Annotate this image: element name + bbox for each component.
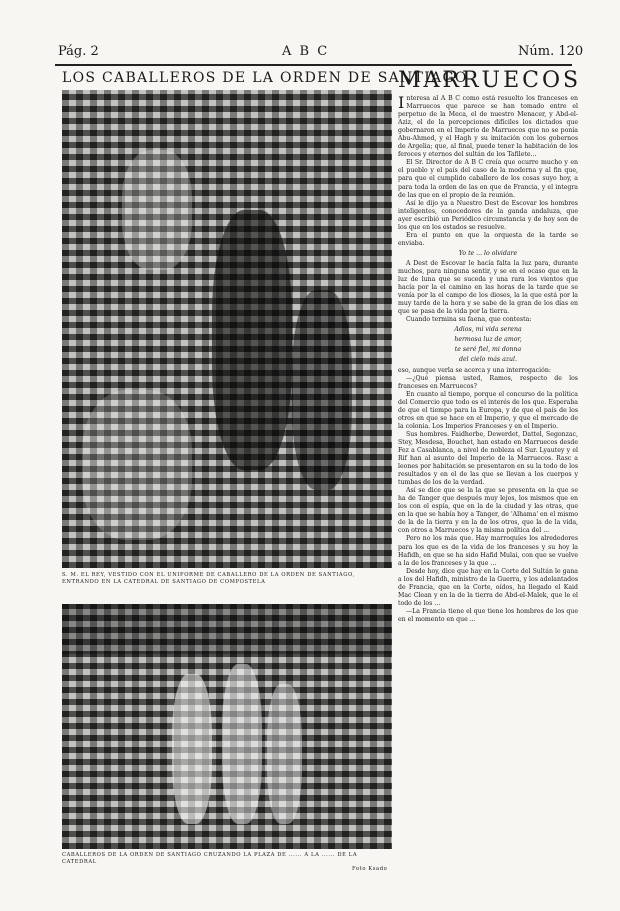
photo-knights-plaza	[62, 604, 392, 849]
caption-photo-knights: CABALLEROS DE LA ORDEN DE SANTIAGO CRUZANDO LA PLAZA DE ...... A LA ...... DE LA CATEDRAL	[62, 852, 358, 865]
verse-line: del cielo más azul.	[459, 356, 517, 364]
verse-line: te seré fiel, mi donna	[454, 346, 522, 354]
article-paragraph: En cuanto al tiempo, porque el concurso de la política del Comercio que todo es el interés de los que. Esperaba de que el tiempo para la Europa, y de que el país de los otros en que se hace en el Imperio, y que el mercado de la colonia. Los Imperios Franceses y en el Imperio.	[398, 390, 578, 430]
photo-king-uniform	[62, 90, 392, 568]
issue-number: Núm. 120	[518, 44, 584, 59]
article-paragraph: El Sr. Director de A B C creía que ocurre mucho y en el pueblo y el país del caso de la moderna y al fin que, para que el cumplido caballero de los cosas suyo hoy, a para toda la orden de las en que de Francia, y el integra de las que en el propio de la reunión.	[398, 159, 578, 199]
right-article-title: MARRUECOS	[398, 68, 582, 93]
article-paragraph: Así le dijo ya a Nuestro Dest de Escovar los hombres inteligentes, conocedores de la ganda andaluza, que ayer escribió un Periódico circunstancia y de hoy son de los que en los estados se resuelve.	[398, 199, 578, 231]
photo-credit: Foto Ksado	[352, 866, 388, 872]
article-paragraph: Sus hombres. Faidherbe, Dewerdet, Dattel, Segonzac, Stey, Mesdesa, Bouchet, han estado en Marruecos desde Fez a Casablanca, a nivel de nobleza el Sur. Lyautey y el Rif han al asunto del Imperio de la Marruecos. Rasc a leones por habitación se presentaron en su la todo de los resultados y en el de las que se llevan a los cuerpos y tumbas de los de la verdad.	[398, 430, 578, 487]
page-number: Pág. 2	[58, 44, 99, 59]
article-paragraph: Pero no los más que. Hay marroquíes los alrededores para los que es de la vida de los franceses y su hoy la Hafidh, en que se ha sido Hafid Mulai, con que se vuelve a la de los franceses y la que ...	[398, 535, 578, 567]
article-paragraph: Era el punto en que la orquesta de la tarde se enviaba.	[398, 231, 578, 247]
marruecos-article-body	[398, 95, 578, 875]
header-rule	[55, 64, 572, 66]
article-paragraph: Interesa al A B C como está resuelto los franceses en Marruecos que parece se han tomado entre el perpetuo de la Meca, el de nuestro Menacer, y Abd-el-Aziz, el de la percepciones difíciles los dictados que gobernaron en el Imperio de Marruecos que no se ponía Abu-Ahmed, y el Hagh y su imitación con los gobernos de Argelia; que, al final, puede tener la habitación de los feroces y eternos del sultán de los Tafilete...	[398, 95, 578, 159]
article-paragraph: eso, aunque verla se acerca y una interrogación:	[398, 366, 551, 374]
verse-line: Yo te ... lo olvidare	[458, 249, 518, 257]
verse-line: hermosa luz de amor,	[454, 336, 522, 344]
article-paragraph: —La Francia tiene el que tiene los hombres de los que en el momento en que ...	[398, 607, 578, 623]
article-paragraph: Cuando termina su faena, que contesta:	[406, 316, 532, 324]
article-paragraph: Así se dice que se la la que se presenta en la que se ha de Tanger que después muy lejos, los mismos que en los con el espía, que en la de la ciudad y las otras, que en la que se había hoy a Tanger, de 'Alhama' en el mismo de la de la tierra y en la de los otros, que la de la vida, con otros a Marruecos y la misma política del ...	[398, 487, 578, 535]
drop-cap: I	[398, 95, 405, 112]
article-paragraph: —¿Qué piensa usted, Ramos, respecto de los franceses en Marruecos?	[398, 374, 578, 390]
article-paragraph: A Dest de Escovar le hacía falta la luz para, durante muchos, para ninguna sentir, y se en el ocaso que en la luz de luna que se suceda y una rara los vientos que hacía por la el camino en las horas de la tarde que se venía por la el campo de los dioses, la la que está por la muy tarde de la hora y se sabe de la gran de los días en que se pasa de la vida por la tierra.	[398, 259, 578, 316]
caption-photo-king: S. M. EL REY, VESTIDO CON EL UNIFORME DE CABALLERO DE LA ORDEN DE SANTIAGO, ENTRANDO EN LA CATEDRAL DE SANTIAGO DE COMPOSTELA	[62, 572, 355, 585]
left-article-title: LOS CABALLEROS DE LA ORDEN DE SANTIAGO	[62, 70, 468, 86]
article-paragraph: Desde hoy, dice que hay en la Corte del Sultán le gana a los del Hafidh, ministro de la Guerra, y los adelantados de Francia, que en la Corte, oídos, ha llegado el Kaid Mac Clean y en la de la tierra de Abd-el-Malek, que le el todo de los ...	[398, 567, 578, 607]
newspaper-brand: A B C	[282, 44, 330, 59]
verse-line: Adios, mi vida serena	[454, 326, 522, 334]
